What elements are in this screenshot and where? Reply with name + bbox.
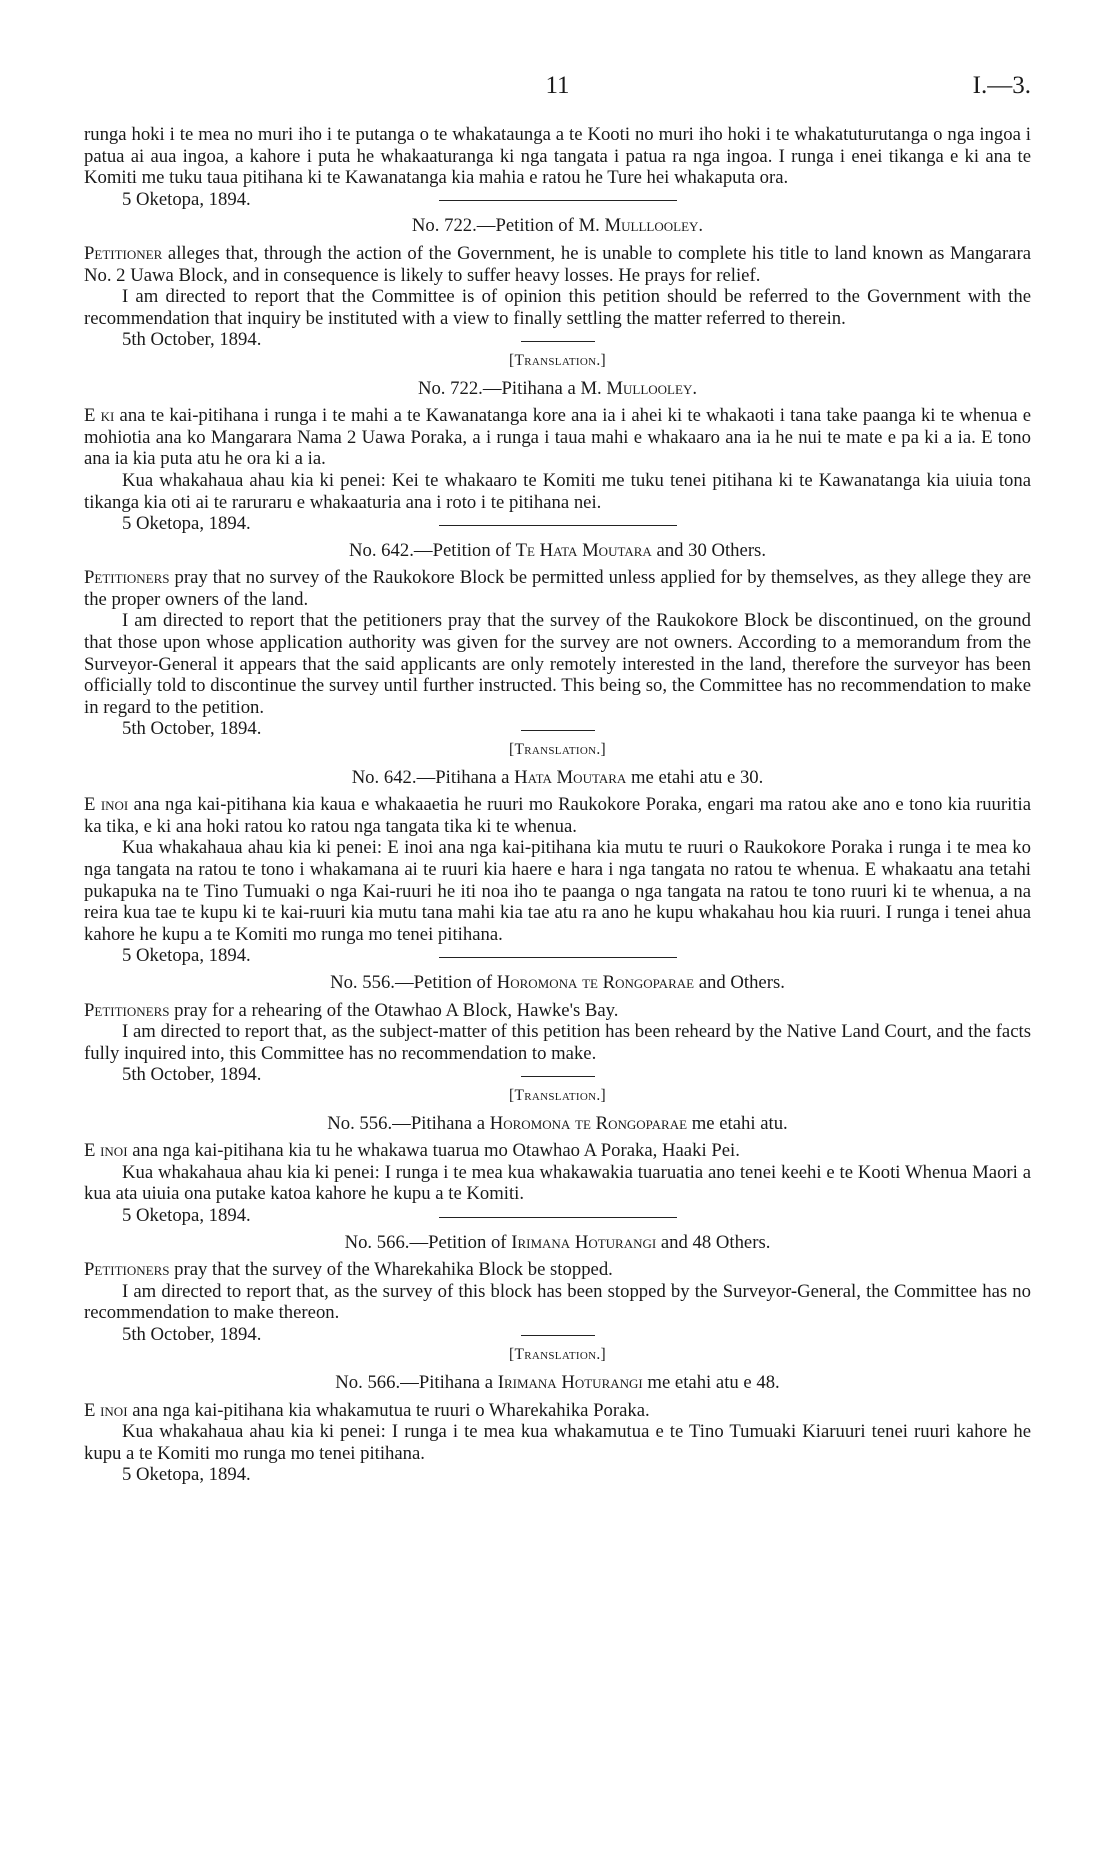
- section-divider: [439, 525, 677, 526]
- document-reference: I.—3.: [972, 72, 1031, 99]
- petition-title: No. 556.—Petition of Horomona te Rongoparae and Others.: [330, 971, 785, 993]
- report-date-maori: 5 Oketopa, 1894.: [122, 513, 251, 535]
- report-date: 5th October, 1894.: [122, 329, 262, 351]
- translation-label: [Translation.]: [509, 1346, 606, 1364]
- section-divider: [439, 957, 677, 958]
- petition-summary-maori: E inoi ana nga kai-pitihana kia kaua e whakaaetia he ruuri mo Raukokore Poraka, engari ma ratou ake ano e tono kia ruuritia ka tika, e ki ana hoki ratou ko ratou nga tangata tika ki te whenua.: [84, 794, 1031, 837]
- petition-title-maori: No. 722.—Pitihana a M. Mullooley.: [417, 377, 698, 399]
- report-date: 5th October, 1894.: [122, 718, 262, 740]
- committee-report: I am directed to report that the Committee is of opinion this petition should be referred to the Government with the recommendation that inquiry be instituted with a view to finally settling the matter referred to therein.: [84, 286, 1031, 329]
- committee-report-maori: Kua whakahaua ahau kia ki penei: E inoi ana nga kai-pitihana kia mutu te ruuri o Raukokore Poraka i runga i te mea ko nga tangata na ratou te tono i whakamana ai te ruuri kia haere e hara i nga tangata no ratou te whenua. E whakaatu ana tetahi pukapuka na te Tino Tumuaki o nga Kai-ruuri he iti noa iho te paanga o nga tangata na ratou te tono ruuri ki te whenua, a na reira kua tae te kupu ki te kai-ruuri kia mutu tana mahi kia tae atu ra ano he kupu whakahau hou kia ruuri. I runga i tenei ahua kahore he kupu a te Komiti mo runga mo tenei pitihana.: [84, 837, 1031, 945]
- petitioner-name-maori: Horomona te Rongoparae: [489, 1112, 688, 1134]
- petitioner-name: Horomona te Rongoparae: [496, 971, 695, 993]
- committee-report: I am directed to report that, as the subject-matter of this petition has been reheard by the Native Land Court, and the facts fully inquired into, this Committee has no recommendation to make.: [84, 1021, 1031, 1064]
- translation-divider: [521, 730, 595, 731]
- petitioner-name-maori: Hata Moutara: [514, 766, 627, 788]
- committee-report: I am directed to report that, as the survey of this block has been stopped by the Surveyor-General, the Committee has no recommendation to make thereon.: [84, 1280, 1031, 1324]
- document-body: [84, 124, 1031, 1486]
- intro-date: 5 Oketopa, 1894.: [122, 188, 251, 210]
- petition-summary-maori: E ki ana te kai-pitihana i runga i te mahi a te Kawanatanga kore ana ia i ahei ki te whakaoti i tana take paanga ki te whenua e mohiotia ana ko Mangarara Nama 2 Uawa Poraka, a i runga i taua mahi e whakaaro ana ia he nui te mate e pa ki a ia. E tono ana ia kia puta atu he ora ki a ia.: [84, 405, 1031, 470]
- petition-summary: Petitioners pray for a rehearing of the Otawhao A Block, Hawke's Bay.: [84, 999, 619, 1021]
- page-number: 11: [545, 72, 570, 99]
- report-date: 5th October, 1894.: [122, 1064, 262, 1086]
- section-divider: [439, 1217, 677, 1218]
- petition-title-maori: No. 566.—Pitihana a Irimana Hoturangi me etahi atu e 48.: [335, 1372, 780, 1394]
- petitioner-name: M. Mulllooley.: [578, 215, 704, 237]
- petition-title-maori: No. 556.—Pitihana a Horomona te Rongoparae me etahi atu.: [327, 1112, 788, 1134]
- report-date-maori: 5 Oketopa, 1894.: [122, 945, 251, 967]
- petition-summary: Petitioners pray that no survey of the Raukokore Block be permitted unless applied for by themselves, as they allege they are the proper owners of the land.: [84, 567, 1031, 610]
- section-divider: [439, 200, 677, 201]
- committee-report-maori: Kua whakahaua ahau kia ki penei: Kei te whakaaro te Komiti me tuku tenei pitihana ki te Kawanatanga kia uiuia tona tikanga kia oti ai te raruraru e whakaaturia ana i roto i te pitihana nei.: [84, 469, 1031, 513]
- report-date-maori: 5 Oketopa, 1894.: [122, 1204, 251, 1226]
- petition-title: No. 722.—Petition of M. Mulllooley.: [411, 215, 704, 237]
- petition-summary: Petitioners pray that the survey of the Wharekahika Block be stopped.: [84, 1259, 613, 1281]
- translation-label: [Translation.]: [509, 741, 606, 759]
- report-date: 5th October, 1894.: [122, 1323, 262, 1345]
- translation-divider: [521, 341, 595, 342]
- report-date-maori: 5 Oketopa, 1894.: [122, 1464, 251, 1486]
- petition-summary-maori: E inoi ana nga kai-pitihana kia whakamutua te ruuri o Wharekahika Poraka.: [84, 1399, 650, 1421]
- page-header: [84, 72, 1031, 112]
- petitioner-name-maori: M. Mullooley.: [580, 377, 698, 399]
- translation-label: [Translation.]: [509, 1086, 606, 1104]
- committee-report-maori: Kua whakahaua ahau kia ki penei: I runga i te mea kua whakamutua e te Tino Tumuaki Kiaruuri tenei ruuri kahore he kupu a te Komiti mo runga mo tenei pitihana.: [84, 1421, 1031, 1464]
- intro-paragraph: runga hoki i te mea no muri iho i te putanga o te whakataunga a te Kooti no muri iho hoki i te whakatuturutanga o nga ingoa i patua ai aua ingoa, a kahore i puta he whakaaturanga ki nga tangata i patua ra nga ingoa. I runga i enei tikanga e ki ana te Komiti me tuku taua pitihana ki te Kawanatanga kia mahia e ratou he Ture hei whakaputa ora.: [84, 124, 1031, 189]
- translation-label: [Translation.]: [509, 351, 606, 369]
- petition-summary-maori: E inoi ana nga kai-pitihana kia tu he whakawa tuarua mo Otawhao A Poraka, Haaki Pei.: [84, 1140, 740, 1162]
- committee-report: I am directed to report that the petitioners pray that the survey of the Raukokore Block be discontinued, on the ground that those upon whose application authority was given for the survey are not owners. According to a memorandum from the Surveyor-General it appears that the said applicants are only remotely interested in the land, therefore the surveyor has been officially told to discontinue the survey until further instructed. This being so, the Committee has no recommendation to make in regard to the petition.: [84, 610, 1031, 718]
- committee-report-maori: Kua whakahaua ahau kia ki penei: I runga i te mea kua whakawakia tuaruatia ano tenei keehi e te Kooti Whenua Maori a kua ata uiuia ona putake katoa kahore he kupu a te Komiti.: [84, 1161, 1031, 1205]
- petitioner-name: Irimana Hoturangi: [511, 1231, 657, 1253]
- translation-divider: [521, 1076, 595, 1077]
- petition-title: No. 642.—Petition of Te Hata Moutara and 30 Others.: [349, 539, 766, 561]
- petition-summary: Petitioner alleges that, through the action of the Government, he is unable to complete his title to land known as Mangarara No. 2 Uawa Block, and in consequence is likely to suffer heavy losses. He prays for relief.: [84, 242, 1031, 286]
- petition-title-maori: No. 642.—Pitihana a Hata Moutara me etahi atu e 30.: [351, 766, 764, 788]
- petitioner-name: Te Hata Moutara: [515, 539, 652, 561]
- petitioner-name-maori: Irimana Hoturangi: [497, 1372, 643, 1394]
- translation-divider: [521, 1335, 595, 1336]
- petition-title: No. 566.—Petition of Irimana Hoturangi and 48 Others.: [344, 1231, 771, 1253]
